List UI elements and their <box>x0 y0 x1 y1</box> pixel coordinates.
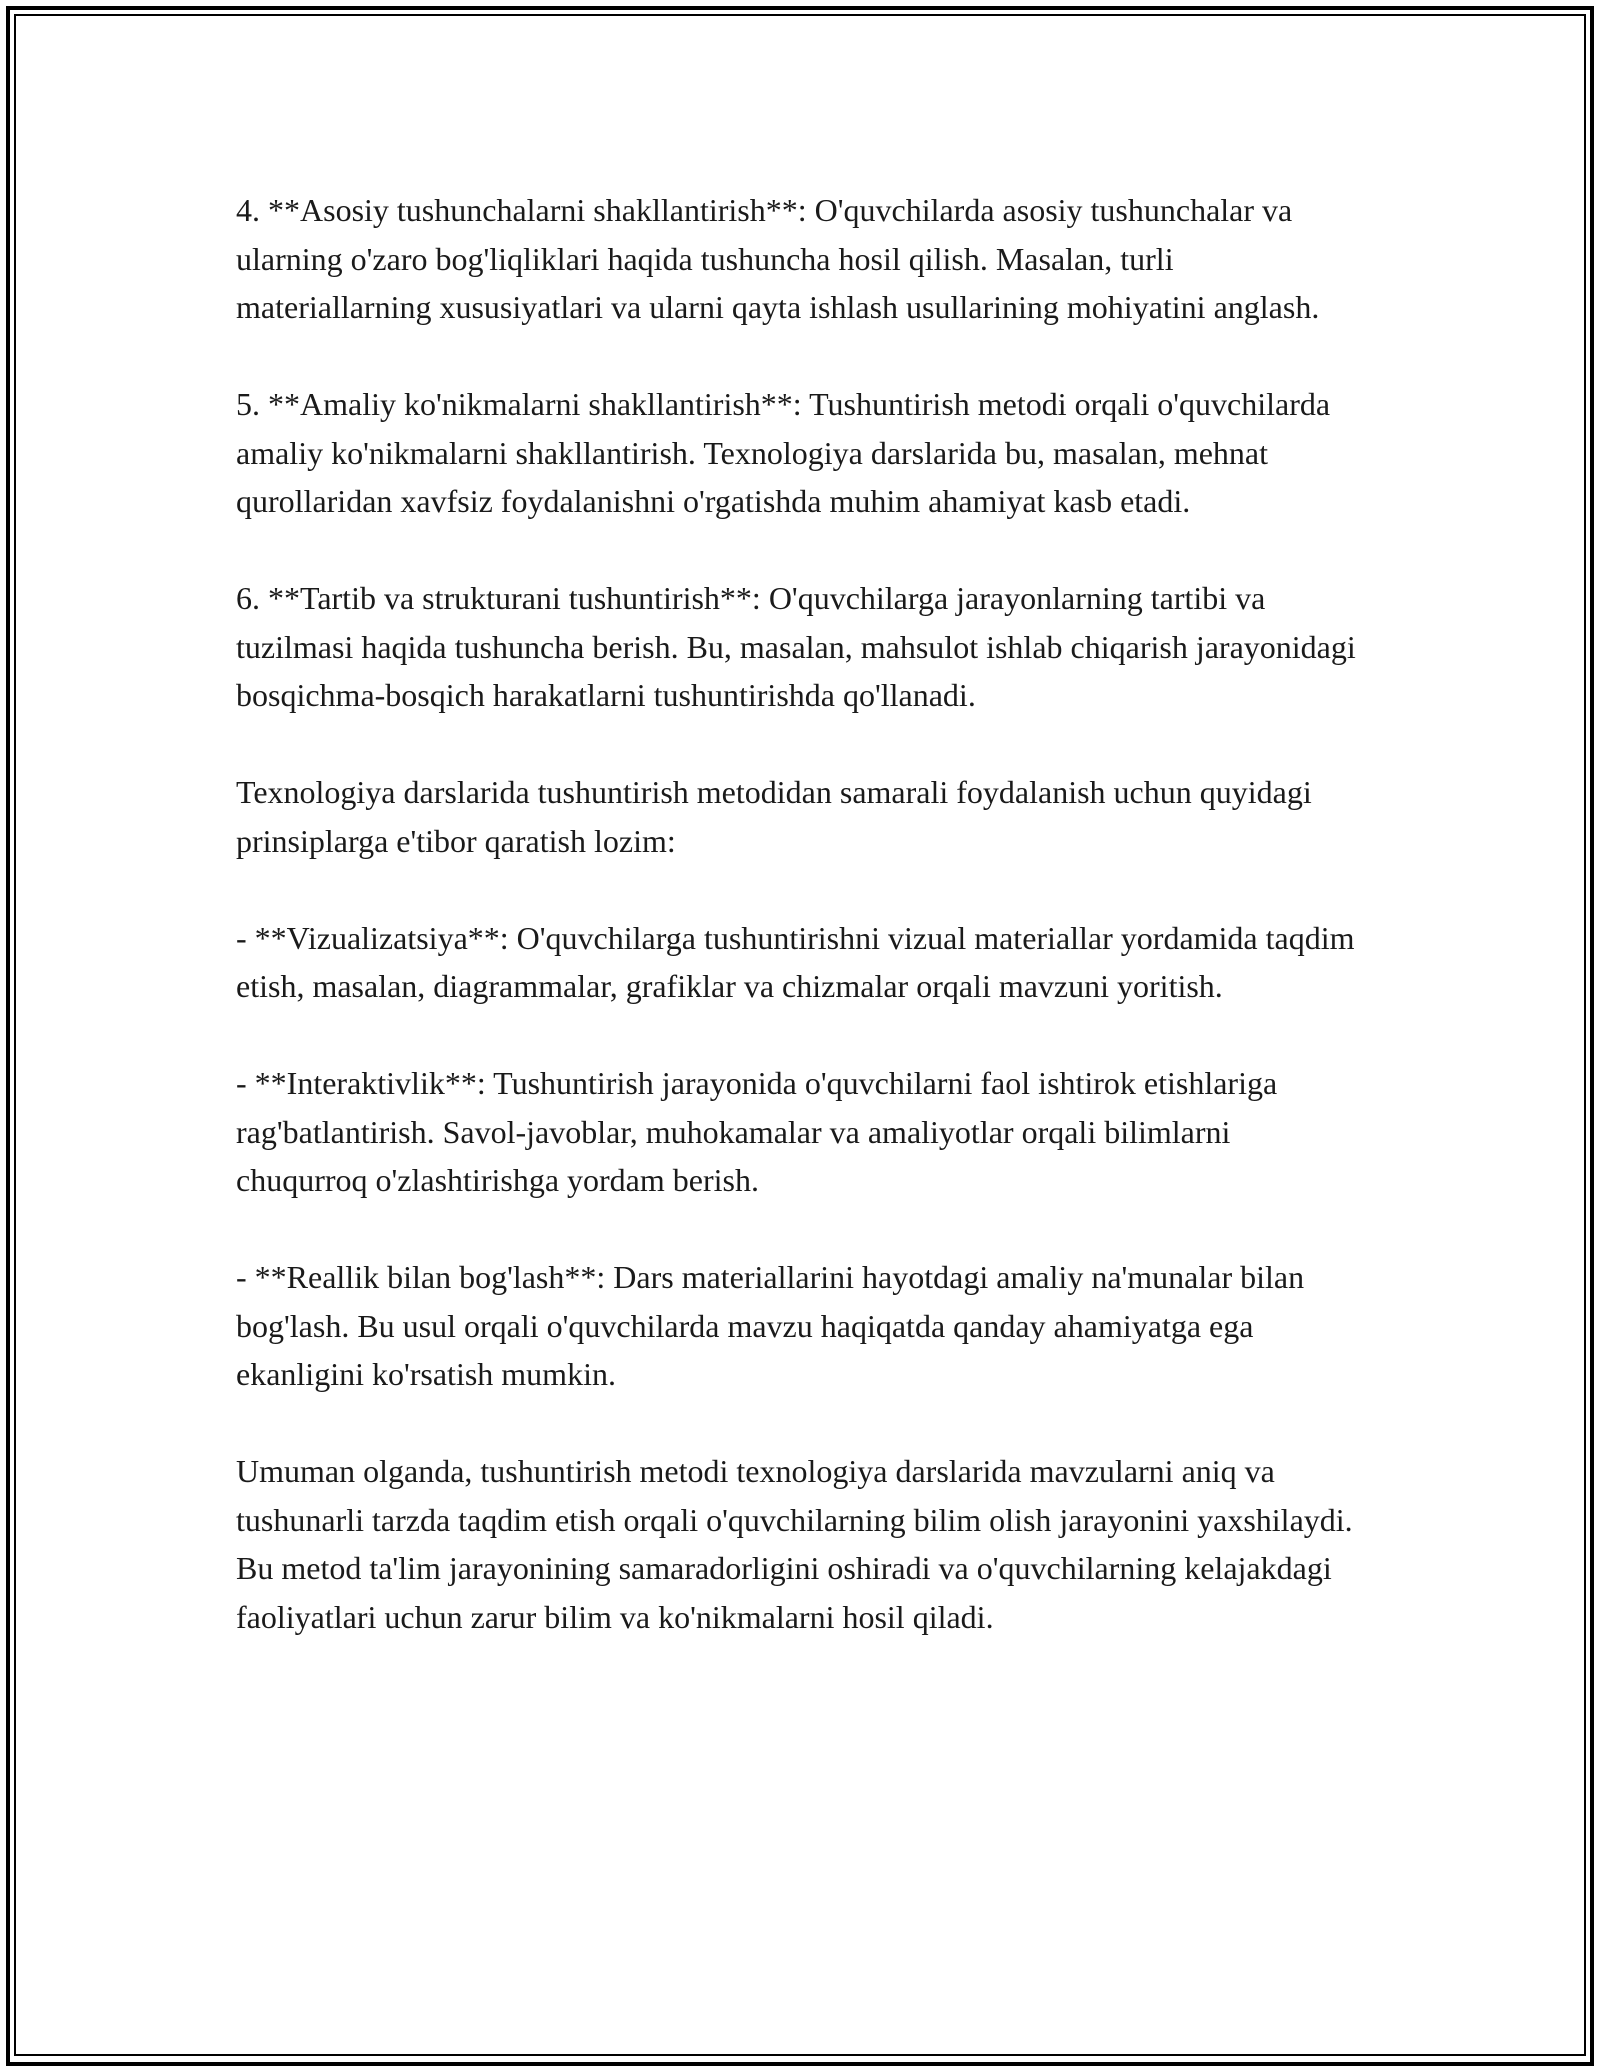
paragraph-bullet-interaktivlik: - **Interaktivlik**: Tushuntirish jarayonida o'quvchilarni faol ishtirok etishlariga rag'batlantirish. Savol-javoblar, muhokamalar va amaliyotlar orqali bilimlarni chuqurroq o'zlashtirishga yordam berish. <box>236 1065 1278 1198</box>
paragraph-conclusion: Umuman olganda, tushuntirish metodi texnologiya darslarida mavzularni aniq va tushunarli tarzda taqdim etish orqali o'quvchilarning bilim olish jarayonini yaxshilaydi. Bu metod ta'lim jarayonining samaradorligini oshiradi va o'quvchilarning kelajakdagi faoliyatlari uchun zarur bilim va ko'nikmalarni hosil qiladi. <box>236 1453 1353 1635</box>
paragraph-item-5: 5. **Amaliy ko'nikmalarni shakllantirish**: Tushuntirish metodi orqali o'quvchilarda amaliy ko'nikmalarni shakllantirish. Texnologiya darslarida bu, masalan, mehnat qurollaridan xavfsiz foydalanishni o'rgatishda muhim ahamiyat kasb etadi. <box>236 386 1331 519</box>
paragraph-item-6: 6. **Tartib va strukturani tushuntirish**: O'quvchilarga jarayonlarning tartibi va tuzilmasi haqida tushuncha berish. Bu, masalan, mahsulot ishlab chiqarish jarayonidagi bosqichma-bosqich harakatlarni tushuntirishda qo'llanadi. <box>236 580 1356 713</box>
document-body <box>236 186 1366 1641</box>
paragraph-bullet-reallik: - **Reallik bilan bog'lash**: Dars materiallarini hayotdagi amaliy na'munalar bilan bog'lash. Bu usul orqali o'quvchilarda mavzu haqiqatda qanday ahamiyatga ega ekanligini ko'rsatish mumkin. <box>236 1259 1305 1392</box>
paragraph-item-4: 4. **Asosiy tushunchalarni shakllantirish**: O'quvchilarda asosiy tushunchalar va ularning o'zaro bog'liqliklari haqida tushuncha hosil qilish. Masalan, turli materiallarning xususiyatlari va ularni qayta ishlash usullarining mohiyatini anglash. <box>236 192 1320 325</box>
paragraph-bullet-vizualizatsiya: - **Vizualizatsiya**: O'quvchilarga tushuntirishni vizual materiallar yordamida taqdim etish, masalan, diagrammalar, grafiklar va chizmalar orqali mavzuni yoritish. <box>236 919 1355 1004</box>
paragraph-principles-intro: Texnologiya darslarida tushuntirish metodidan samarali foydalanish uchun quyidagi prinsiplarga e'tibor qaratish lozim: <box>236 774 1312 859</box>
